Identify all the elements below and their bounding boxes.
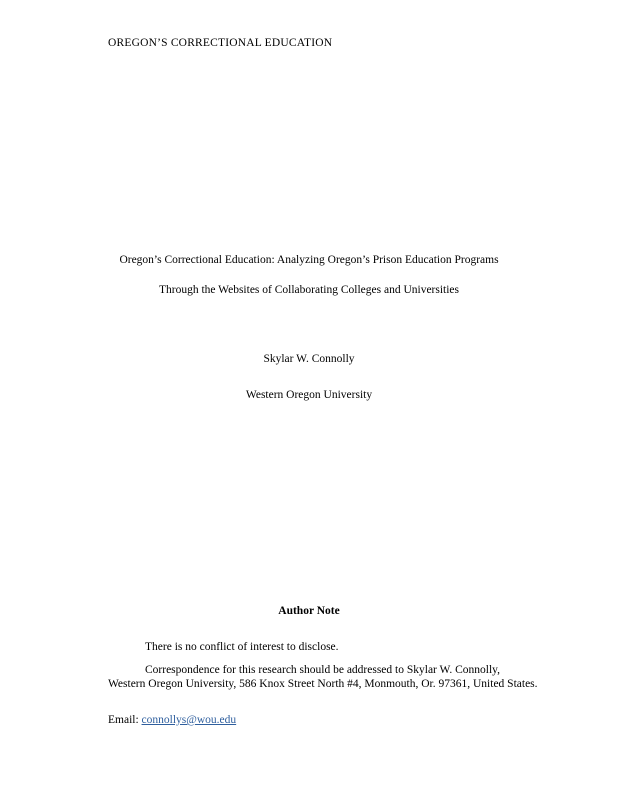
correspondence-statement: Correspondence for this research should be addressed to Skylar W. Connolly, Western Oregon University, 586 Knox Street North #4, Monmouth, Or. 97361, United States. <box>108 664 538 690</box>
email-line <box>108 713 538 727</box>
author-name: Skylar W. Connolly <box>263 353 355 365</box>
running-head: OREGON’S CORRECTIONAL EDUCATION <box>108 37 333 49</box>
paper-title-line-2: Through the Websites of Collaborating Colleges and Universities <box>158 284 460 296</box>
author-note-heading: Author Note <box>278 605 340 617</box>
email-label: Email: <box>108 714 142 726</box>
conflict-statement: There is no conflict of interest to disclose. <box>145 641 339 653</box>
email-link[interactable]: connollys@wou.edu <box>141 714 237 726</box>
paper-title-line-1: Oregon’s Correctional Education: Analyzing Oregon’s Prison Education Programs <box>119 254 499 266</box>
author-affiliation: Western Oregon University <box>245 389 373 401</box>
